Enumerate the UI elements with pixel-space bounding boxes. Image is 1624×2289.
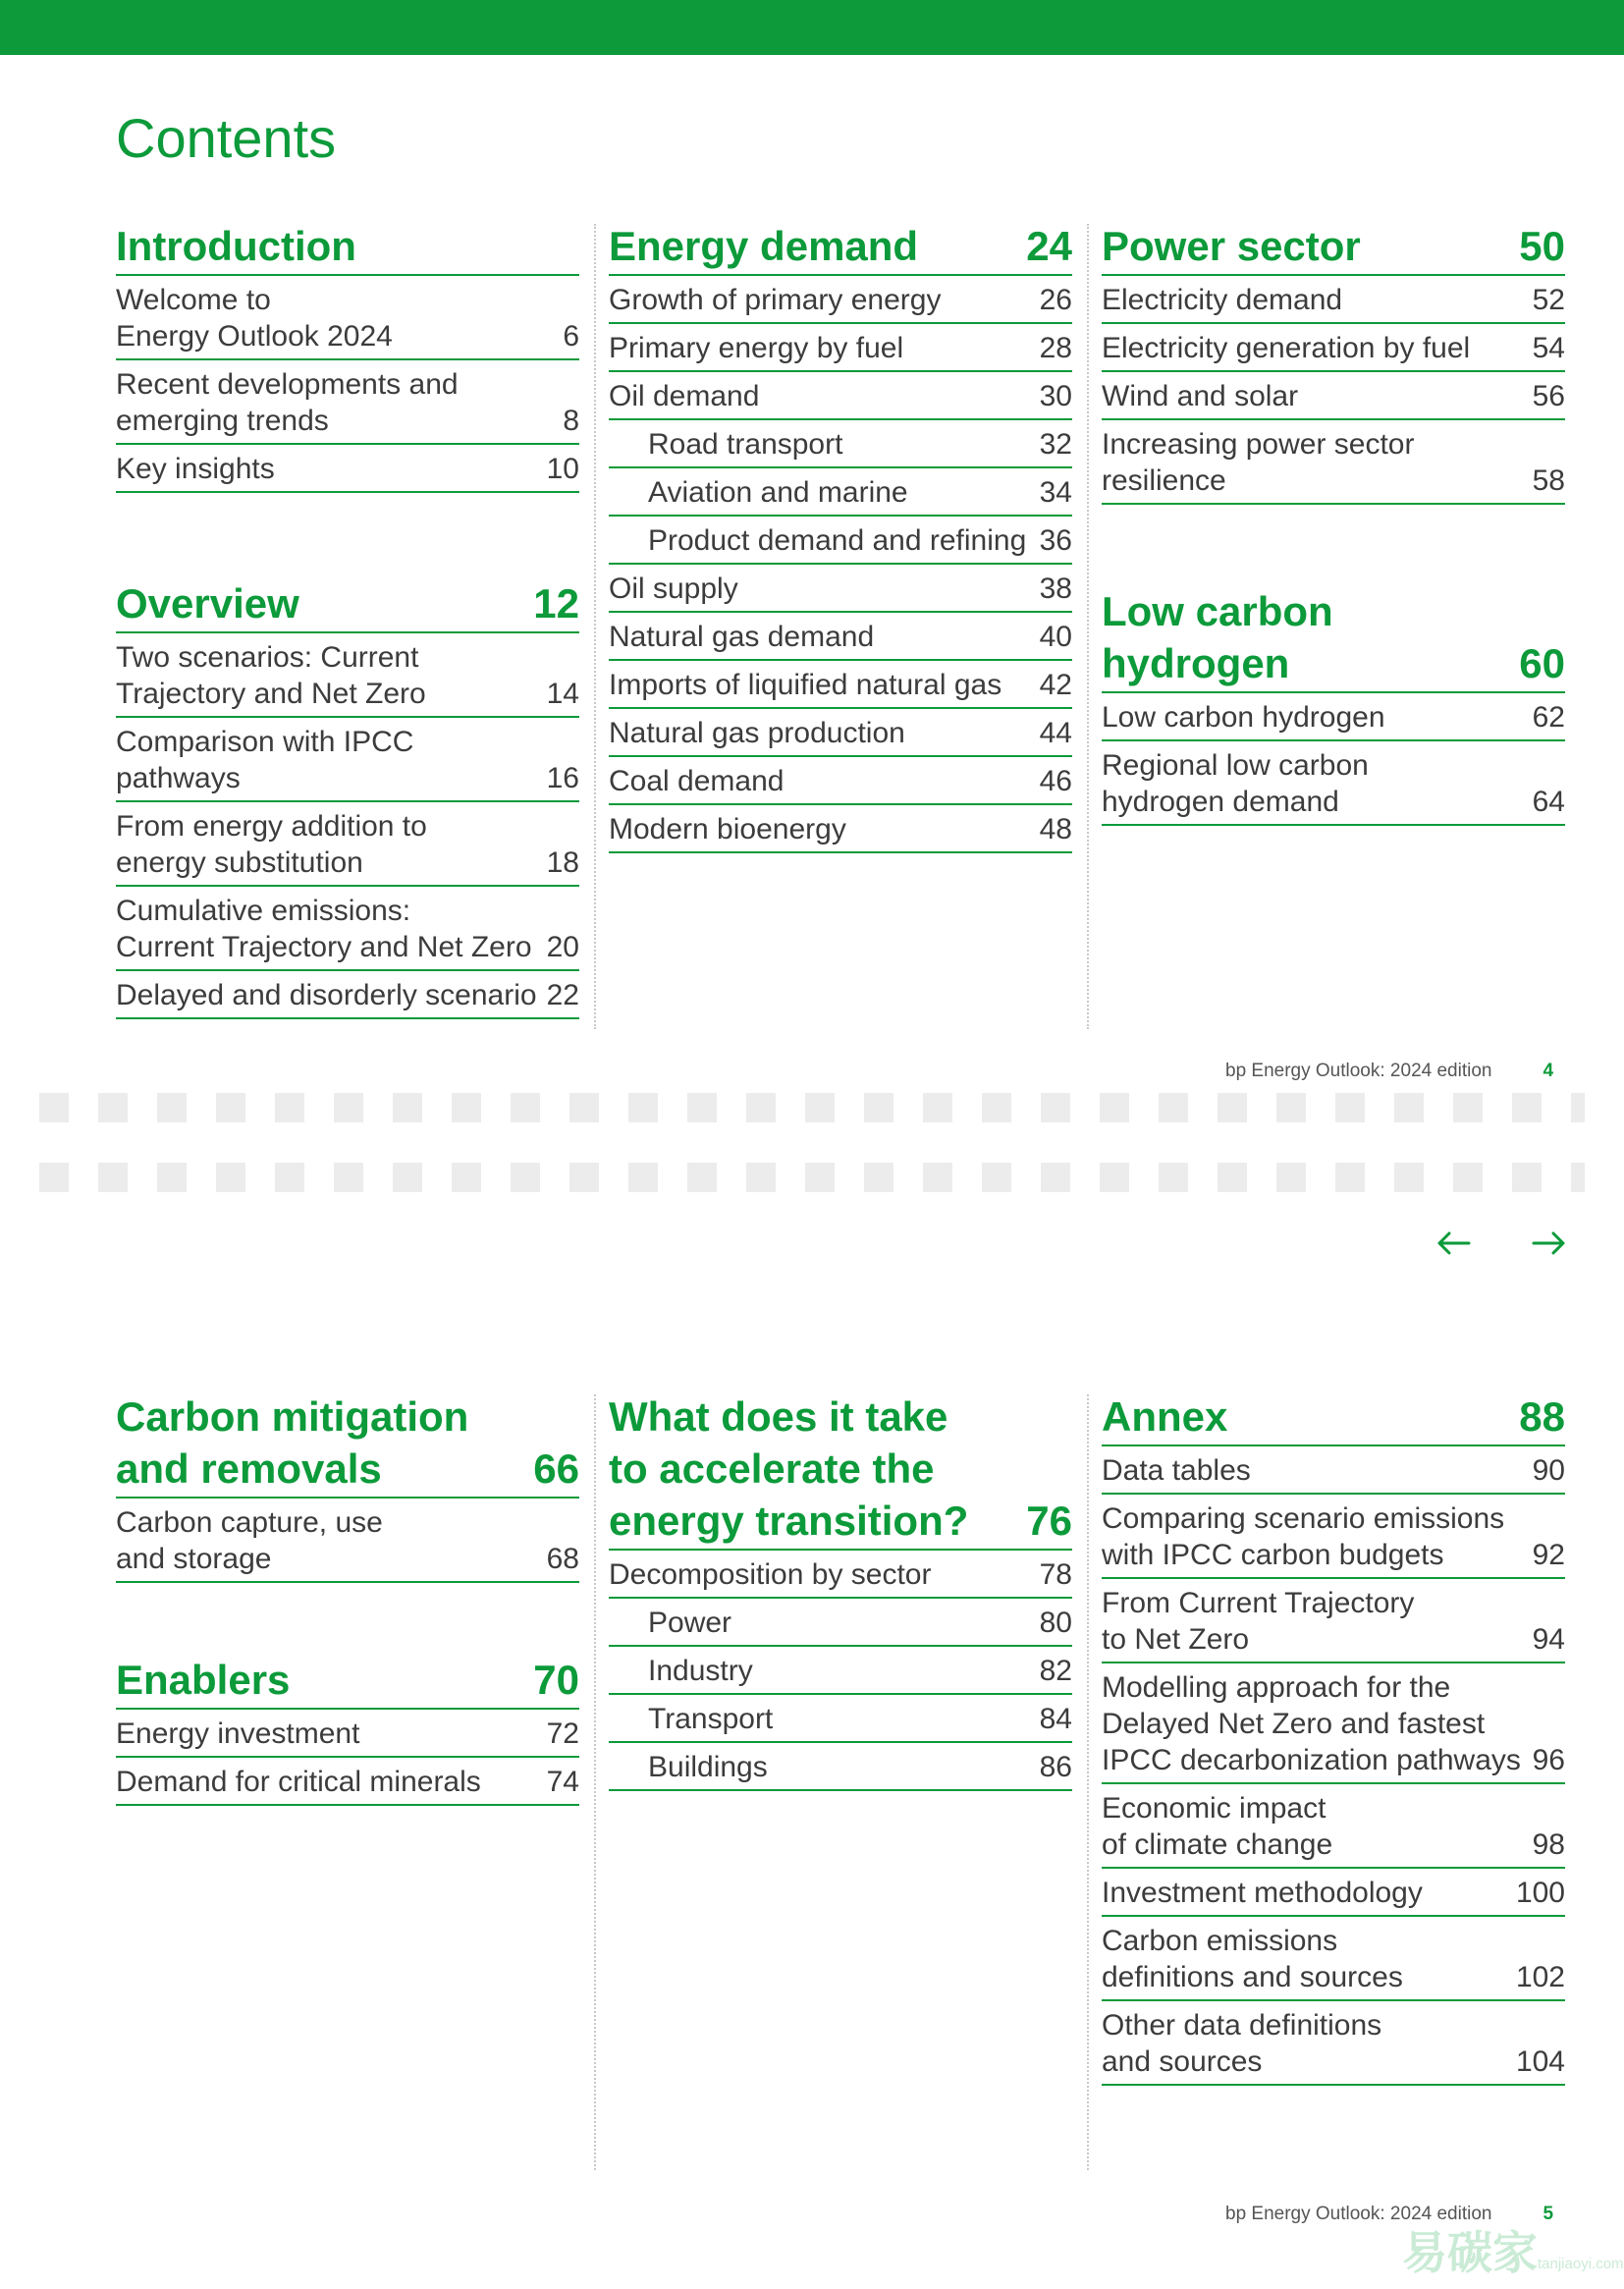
section-power-sector: [1102, 220, 1565, 505]
section-heading[interactable]: Overview 12: [116, 577, 579, 633]
section-introduction: [116, 220, 579, 493]
arrow-left-icon[interactable]: [1432, 1222, 1475, 1265]
toc-entry-welcome[interactable]: Welcome to Energy Outlook 2024 6: [116, 276, 579, 360]
toc-entry-lng-imports[interactable]: Imports of liquified natural gas 42: [609, 661, 1072, 709]
toc-entry-energy-investment[interactable]: Energy investment 72: [116, 1710, 579, 1758]
toc-entry-product-refining[interactable]: Product demand and refining 36: [609, 517, 1072, 565]
column-separator: [594, 1394, 596, 2170]
toc-entry-economic-impact[interactable]: Economic impact of climate change 98: [1102, 1784, 1565, 1869]
toc-entry-gas-demand[interactable]: Natural gas demand 40: [609, 613, 1072, 661]
column-separator: [1087, 1394, 1089, 2170]
section-annex: [1102, 1390, 1565, 2086]
toc-entry-two-scenarios[interactable]: Two scenarios: Current Trajectory and Net Zero 14: [116, 633, 579, 718]
toc-entry-wind-solar[interactable]: Wind and solar 56: [1102, 372, 1565, 420]
section-heading[interactable]: Carbon mitigation and removals 66: [116, 1390, 579, 1499]
section-heading[interactable]: Low carbon hydrogen 60: [1102, 585, 1565, 693]
section-heading[interactable]: Power sector 50: [1102, 220, 1565, 276]
section-heading[interactable]: Energy demand 24: [609, 220, 1072, 276]
column-separator: [594, 224, 596, 1029]
toc-entry-generation-by-fuel[interactable]: Electricity generation by fuel 54: [1102, 324, 1565, 372]
section-low-carbon-hydrogen: [1102, 585, 1565, 826]
page-title: Contents: [116, 107, 337, 169]
section-heading[interactable]: Annex 88: [1102, 1390, 1565, 1446]
toc-entry-primary-by-fuel[interactable]: Primary energy by fuel 28: [609, 324, 1072, 372]
section-heading[interactable]: Introduction: [116, 220, 579, 276]
toc-entry-energy-substitution[interactable]: From energy addition to energy substitution 18: [116, 802, 579, 887]
toc-entry-oil-supply[interactable]: Oil supply 38: [609, 565, 1072, 613]
toc-entry-critical-minerals[interactable]: Demand for critical minerals 74: [116, 1758, 579, 1806]
toc-entry-gas-production[interactable]: Natural gas production 44: [609, 709, 1072, 757]
toc-entry-investment-methodology[interactable]: Investment methodology 100: [1102, 1869, 1565, 1917]
toc-entry-decomposition[interactable]: Decomposition by sector 78: [609, 1551, 1072, 1599]
section-accelerate-transition: [609, 1390, 1072, 1791]
arrow-right-icon[interactable]: [1528, 1222, 1571, 1265]
toc-entry-oil-demand[interactable]: Oil demand 30: [609, 372, 1072, 420]
toc-entry-low-carbon-hydrogen[interactable]: Low carbon hydrogen 62: [1102, 693, 1565, 741]
section-carbon-mitigation: [116, 1390, 579, 1583]
toc-entry-ipcc-comparison[interactable]: Comparison with IPCC pathways 16: [116, 718, 579, 802]
toc-entry-aviation-marine[interactable]: Aviation and marine 34: [609, 468, 1072, 517]
toc-entry-key-insights[interactable]: Key insights 10: [116, 445, 579, 493]
toc-entry-coal-demand[interactable]: Coal demand 46: [609, 757, 1072, 805]
page5-footer: bp Energy Outlook: 2024 edition 5: [1225, 2204, 1554, 2224]
toc-entry-modelling-approach[interactable]: Modelling approach for the Delayed Net Zero and fastest IPCC decarbonization pathways 96: [1102, 1663, 1565, 1784]
toc-entry-primary-growth[interactable]: Growth of primary energy 26: [609, 276, 1072, 324]
toc-entry-electricity-demand[interactable]: Electricity demand 52: [1102, 276, 1565, 324]
toc-entry-transport[interactable]: Transport 84: [609, 1695, 1072, 1743]
column-separator: [1087, 224, 1089, 1029]
toc-entry-ccus[interactable]: Carbon capture, use and storage 68: [116, 1499, 579, 1583]
toc-entry-other-definitions[interactable]: Other data definitions and sources 104: [1102, 2001, 1565, 2086]
watermark-logo: 易碳家tanjiaoyi.com: [1402, 2227, 1624, 2278]
toc-entry-road-transport[interactable]: Road transport 32: [609, 420, 1072, 468]
top-brand-bar: [0, 0, 1624, 55]
toc-entry-regional-hydrogen[interactable]: Regional low carbon hydrogen demand 64: [1102, 741, 1565, 826]
section-heading[interactable]: Enablers 70: [116, 1654, 579, 1710]
toc-entry-scenario-emissions[interactable]: Comparing scenario emissions with IPCC carbon budgets 92: [1102, 1495, 1565, 1579]
toc-entry-delayed-scenario[interactable]: Delayed and disorderly scenario 22: [116, 971, 579, 1019]
page-divider-strip: [39, 1163, 1585, 1192]
toc-entry-cumulative-emissions[interactable]: Cumulative emissions: Current Trajectory and Net Zero 20: [116, 887, 579, 971]
toc-entry-industry[interactable]: Industry 82: [609, 1647, 1072, 1695]
toc-entry-carbon-definitions[interactable]: Carbon emissions definitions and sources 102: [1102, 1917, 1565, 2001]
toc-entry-data-tables[interactable]: Data tables 90: [1102, 1446, 1565, 1495]
section-heading[interactable]: What does it take to accelerate the energy transition? 76: [609, 1390, 1072, 1551]
page4-footer: bp Energy Outlook: 2024 edition 4: [1225, 1061, 1554, 1081]
toc-entry-ct-to-nz[interactable]: From Current Trajectory to Net Zero 94: [1102, 1579, 1565, 1663]
section-overview: [116, 577, 579, 1019]
toc-entry-bioenergy[interactable]: Modern bioenergy 48: [609, 805, 1072, 853]
toc-entry-power[interactable]: Power 80: [609, 1599, 1072, 1647]
toc-entry-recent-developments[interactable]: Recent developments and emerging trends 8: [116, 360, 579, 445]
section-energy-demand: [609, 220, 1072, 853]
toc-entry-power-resilience[interactable]: Increasing power sector resilience 58: [1102, 420, 1565, 505]
page-divider-strip: [39, 1093, 1585, 1122]
section-enablers: [116, 1654, 579, 1806]
toc-entry-buildings[interactable]: Buildings 86: [609, 1743, 1072, 1791]
